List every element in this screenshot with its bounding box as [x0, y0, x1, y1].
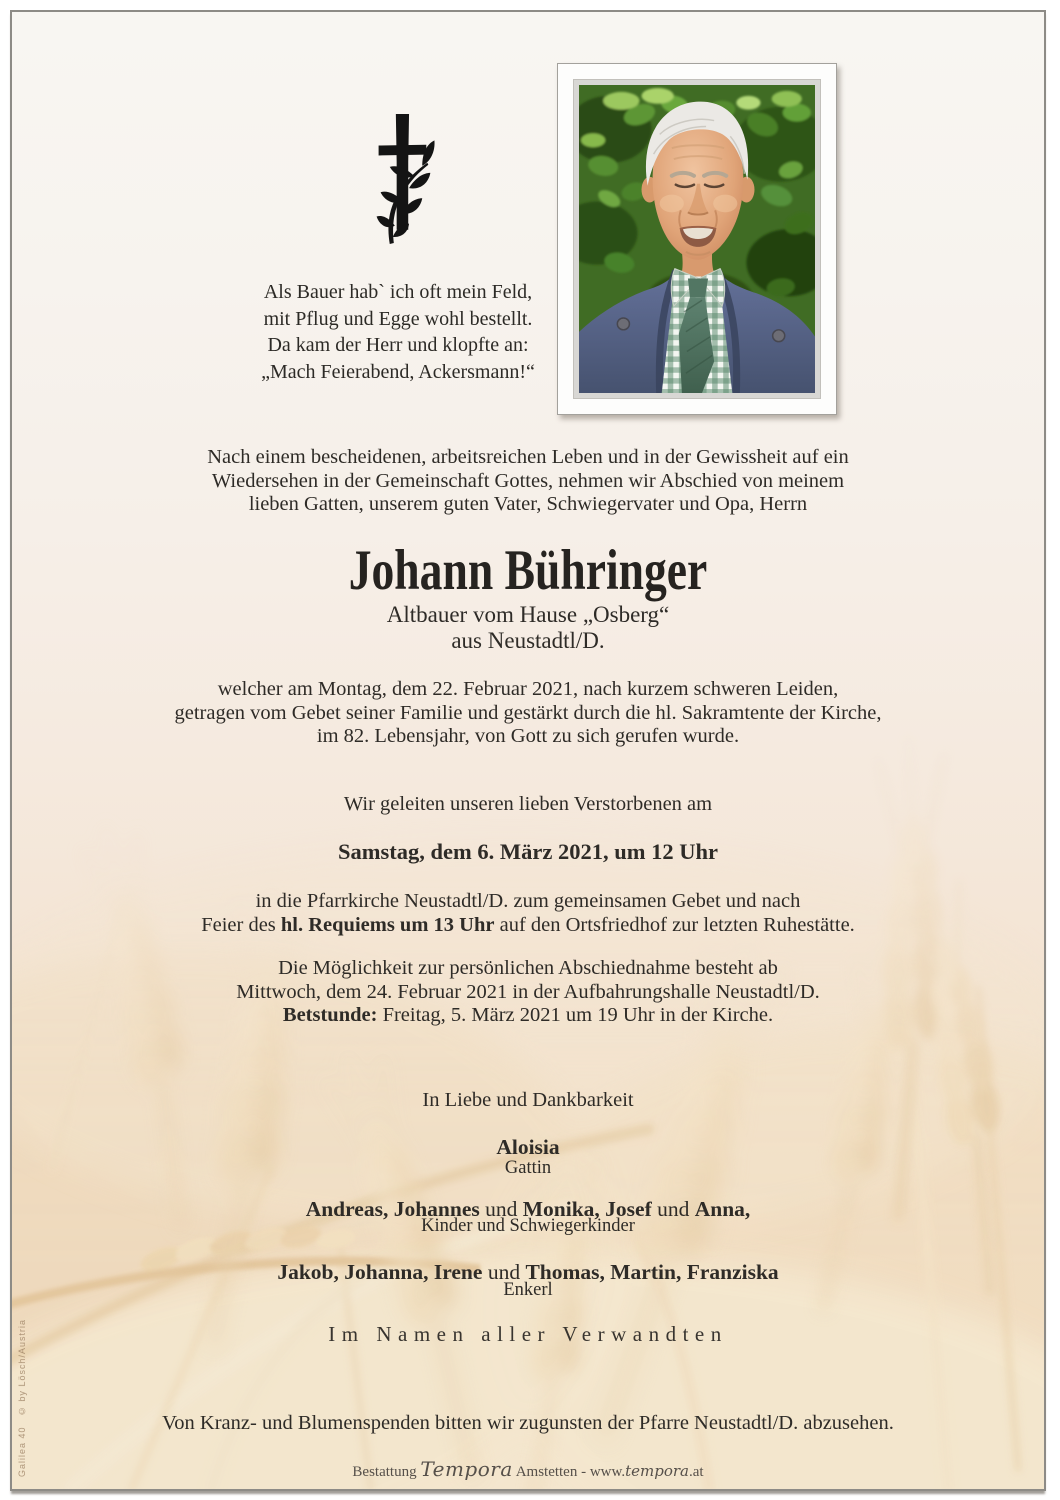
obituary-card — [10, 10, 1046, 1491]
funeral-lead: Wir geleiten unseren lieben Verstorbenen am — [343, 793, 713, 815]
intro-line: lieben Gatten, unserem guten Vater, Schwiegervater und Opa, Herrn — [248, 493, 808, 515]
poem-line: Da kam der Herr und klopfte an: — [267, 334, 529, 356]
portrait-photo — [579, 85, 815, 393]
death-line: welcher am Montag, dem 22. Februar 2021, nach kurzem schweren Leiden, — [217, 678, 839, 700]
viewing-paragraph — [12, 957, 1044, 1028]
intro-paragraph — [12, 446, 1044, 517]
print-watermark: Galilea 40 © by Lösch/Austria — [17, 1318, 27, 1477]
donation-line: Von Kranz- und Blumenspenden bitten wir zugunsten der Pfarre Neustadtl/D. abzusehen. — [162, 1412, 894, 1434]
wife-label: Gattin — [504, 1158, 552, 1178]
mourners-heading: In Liebe und Dankbarkeit — [422, 1089, 634, 1111]
portrait-photo-mat — [573, 79, 821, 399]
church-paragraph — [12, 890, 1044, 937]
death-paragraph — [12, 678, 1044, 749]
church-line: in die Pfarrkirche Neustadtl/D. zum gemeinsamen Gebet und nach — [255, 890, 801, 912]
death-line: getragen vom Gebet seiner Familie und gestärkt durch die hl. Sakramtente der Kirche, — [174, 701, 882, 724]
intro-line: Nach einem bescheidenen, arbeitsreichen Leben und in der Gewissheit auf ein — [207, 446, 849, 468]
church-line: Feier des hl. Requiems um 13 Uhr auf den Ortsfriedhof zur letzten Ruhestätte. — [201, 913, 855, 936]
memorial-cross-icon — [375, 111, 437, 247]
poem-line: mit Pflug und Egge wohl bestellt. — [263, 307, 533, 330]
children-label: Kinder und Schwiegerkinder — [421, 1216, 635, 1236]
viewing-line: Mittwoch, dem 24. Februar 2021 in der Aufbahrungshalle Neustadtl/D. — [236, 980, 820, 1003]
grandchildren-label: Enkerl — [503, 1280, 553, 1300]
death-line: im 82. Lebensjahr, von Gott zu sich gerufen wurde. — [316, 725, 740, 747]
funeral-date: Samstag, dem 6. März 2021, um 12 Uhr — [338, 839, 718, 864]
deceased-origin: Altbauer vom Hause „Osberg“ — [386, 602, 670, 627]
closing-line: Im Namen aller Verwandten — [328, 1322, 728, 1346]
publisher-line: Bestattung Tempora Amstetten - www.tempora.at — [352, 1457, 704, 1481]
grandchildren-names: Jakob, Johanna, Irene und Thomas, Martin, Franziska — [277, 1260, 779, 1284]
deceased-place: aus Neustadtl/D. — [451, 628, 605, 653]
poem-line: Als Bauer hab` ich oft mein Feld, — [263, 281, 533, 303]
viewing-line: Die Möglichkeit zur persönlichen Abschiednahme besteht ab — [278, 957, 778, 979]
children-names: Andreas, Johannes und Monika, Josef und Anna, — [305, 1197, 751, 1221]
wife-name: Aloisia — [496, 1135, 560, 1159]
poem-line: „Mach Feierabend, Ackersmann!“ — [261, 360, 535, 383]
portrait-photo-frame — [557, 63, 837, 415]
deceased-name: Johann Bühringer — [348, 539, 708, 602]
viewing-line: Betstunde: Freitag, 5. März 2021 um 19 Uhr in der Kirche. — [282, 1004, 774, 1026]
intro-line: Wiedersehen in der Gemeinschaft Gottes, nehmen wir Abschied von meinem — [211, 469, 845, 492]
